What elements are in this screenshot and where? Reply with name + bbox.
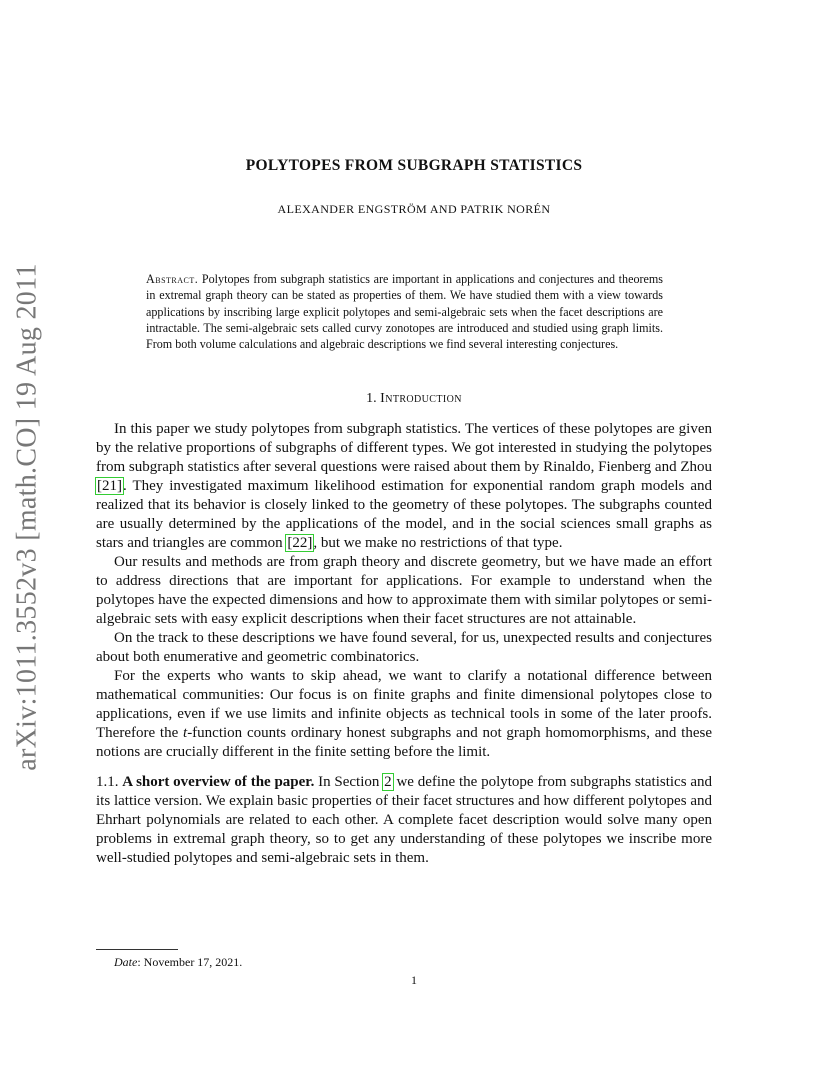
section-heading xyxy=(0,391,828,407)
paragraph-1 xyxy=(96,420,712,553)
paragraph-2: Our results and methods are from graph theory and discrete geometry, but we have made an effort to address directions that are important for applications. For example to understand when the polytopes have the expected dimensions and how to approximate them with similar polytopes or semi-algebraic sets with easy explicit descriptions when their facet structures are not attainable. xyxy=(96,554,712,627)
footnote xyxy=(114,955,242,970)
paper-title: POLYTOPES FROM SUBGRAPH STATISTICS xyxy=(245,157,583,174)
arxiv-identifier-stamp xyxy=(4,263,52,771)
citation-link-21[interactable]: [21] xyxy=(97,478,122,494)
paragraph-1-part-b: . They investigated maximum likelihood estimation for exponential random graph models and realized that its behavior is closely linked to the geometry of these polytopes. The subgraphs counted are usually determined by the applications of the model, and in the social sciences small graphs as stars and triangles are common xyxy=(96,478,712,551)
paragraph-4-part-a: For the experts who wants to skip ahead, we want to clarify a notational difference between mathematical communities: Our focus is on finite graphs and finite dimensional polytopes close to applications, even if we use limits and infinite objects as technical tools in some of the later proofs. Therefore the xyxy=(96,668,712,741)
section-title: Introduction xyxy=(380,391,462,406)
abstract xyxy=(146,271,663,352)
paragraph-4 xyxy=(96,667,712,762)
footnote-divider xyxy=(96,949,178,950)
body-text xyxy=(96,420,712,868)
t-function-symbol: t xyxy=(183,725,188,741)
section-number: 1. xyxy=(366,391,377,406)
footnote-text: : November 17, 2021. xyxy=(137,955,243,969)
subsection-overview xyxy=(96,773,712,868)
subsection-text-b: we define the polytope from subgraphs statistics and its lattice version. We explain basic properties of their facet structures and how different polytopes and Ehrhart polynomials are related to each other. A complete facet description would solve many open problems in extremal graph theory, so to get any understanding of these polytopes we inscribe more well-studied polytopes and semi-algebraic sets in them. xyxy=(96,774,712,866)
page-number: 1 xyxy=(411,973,417,987)
paragraph-3: On the track to these descriptions we have found several, for us, unexpected results and conjectures about both enumerative and geometric combinatorics. xyxy=(96,630,712,665)
arxiv-identifier-text: arXiv:1011.3552v3 [math.CO] 19 Aug 2011 xyxy=(12,263,43,771)
abstract-label: Abstract. xyxy=(146,272,199,286)
paragraph-1-part-a: In this paper we study polytopes from subgraph statistics. The vertices of these polytopes are given by the relative proportions of subgraphs of different types. We got interested in studying the polytopes from subgraph statistics after several questions were raised about them by Rinaldo, Fienberg and Zhou xyxy=(96,421,712,475)
citation-link-22[interactable]: [22] xyxy=(287,535,313,551)
subsection-number: 1.1. xyxy=(96,774,119,790)
paper-authors: ALEXANDER ENGSTRÖM AND PATRIK NORÉN xyxy=(277,202,551,216)
abstract-text: Polytopes from subgraph statistics are important in applications and conjectures and theorems in extremal graph theory can be stated as properties of them. We have studied them with a view towards applications by inscribing large explicit polytopes and semi-algebraic sets when the facet descriptions are intractable. The semi-algebraic sets called curvy zonotopes are introduced and studied using graph limits. From both volume calculations and algebraic descriptions we find several interesting conjectures. xyxy=(146,272,663,352)
paragraph-4-part-b: -function counts ordinary honest subgraphs and not graph homomorphisms, and these notions are crucially different in the finite setting before the limit. xyxy=(96,725,712,760)
subsection-text-a: In Section xyxy=(314,774,384,790)
subsection-title: A short overview of the paper. xyxy=(122,774,315,790)
paragraph-1-part-c: , but we make no restrictions of that type. xyxy=(313,535,563,551)
footnote-label: Date xyxy=(114,955,138,969)
section-reference-link[interactable]: 2 xyxy=(384,774,392,790)
